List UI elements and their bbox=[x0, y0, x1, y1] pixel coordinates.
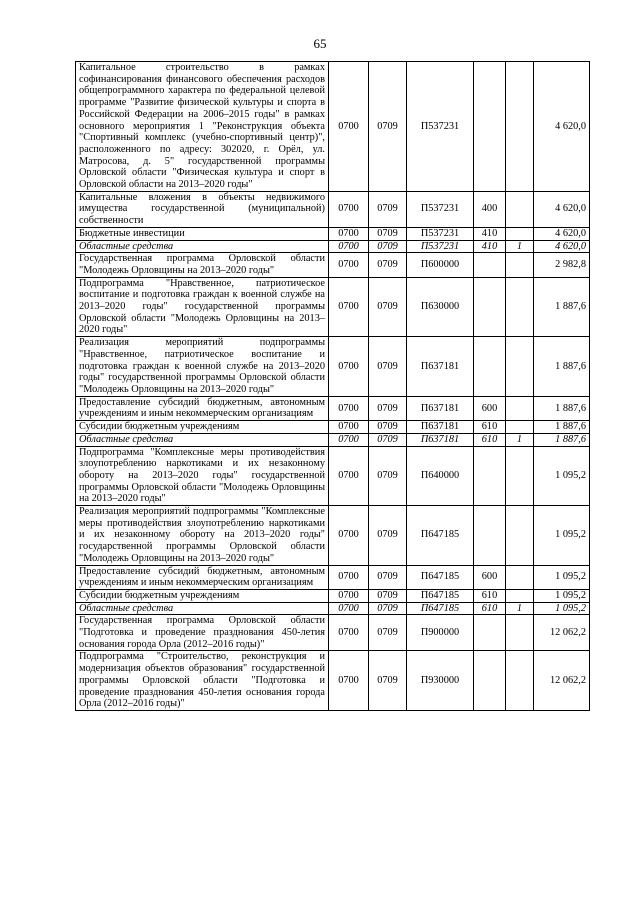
row-target-code: П647185 bbox=[407, 602, 474, 615]
row-section-code: 0700 bbox=[329, 506, 369, 566]
row-amount: 2 982,8 bbox=[534, 253, 590, 277]
row-funding-source: 1 bbox=[506, 602, 534, 615]
row-target-code: П537231 bbox=[407, 62, 474, 192]
row-subsection-code: 0709 bbox=[369, 589, 407, 602]
row-amount: 4 620,0 bbox=[534, 240, 590, 253]
row-name: Субсидии бюджетным учреждениям bbox=[76, 589, 329, 602]
row-funding-source bbox=[506, 253, 534, 277]
row-amount: 1 095,2 bbox=[534, 589, 590, 602]
table-row bbox=[76, 615, 590, 651]
row-subsection-code: 0709 bbox=[369, 602, 407, 615]
row-subsection-code: 0709 bbox=[369, 191, 407, 227]
row-amount: 1 887,6 bbox=[534, 337, 590, 397]
row-expense-type bbox=[474, 615, 506, 651]
row-expense-type bbox=[474, 253, 506, 277]
row-name: Подпрограмма "Строительство, реконструкция и модернизация объектов образования" государственной программы Орловской области "Подготовка и проведение празднования 450-летия основания города Орла (2012–2016 годы)" bbox=[76, 651, 329, 711]
row-target-code: П537231 bbox=[407, 240, 474, 253]
row-target-code: П537231 bbox=[407, 191, 474, 227]
row-target-code: П647185 bbox=[407, 506, 474, 566]
table-row bbox=[76, 337, 590, 397]
row-name: Областные средства bbox=[76, 602, 329, 615]
table-row bbox=[76, 446, 590, 506]
row-target-code: П930000 bbox=[407, 651, 474, 711]
row-subsection-code: 0709 bbox=[369, 421, 407, 434]
row-expense-type bbox=[474, 62, 506, 192]
row-name: Подпрограмма "Нравственное, патриотическое воспитание и подготовка граждан к военной службе на 2013–2020 годы" государственной программы Орловской области "Молодежь Орловщины на 2013–2020 годы" bbox=[76, 277, 329, 337]
row-expense-type: 610 bbox=[474, 421, 506, 434]
table-row bbox=[76, 240, 590, 253]
row-subsection-code: 0709 bbox=[369, 506, 407, 566]
row-funding-source bbox=[506, 506, 534, 566]
row-name: Подпрограмма "Комплексные меры противодействия злоупотреблению наркотиками и их незаконному обороту на 2013–2020 годы" государственной программы Орловской области "Молодежь Орловщины на 2013–2020 годы" bbox=[76, 446, 329, 506]
row-subsection-code: 0709 bbox=[369, 396, 407, 420]
row-target-code: П647185 bbox=[407, 589, 474, 602]
row-subsection-code: 0709 bbox=[369, 277, 407, 337]
table-row bbox=[76, 277, 590, 337]
row-amount: 4 620,0 bbox=[534, 191, 590, 227]
row-section-code: 0700 bbox=[329, 191, 369, 227]
table-row bbox=[76, 227, 590, 240]
row-expense-type: 610 bbox=[474, 602, 506, 615]
row-name: Субсидии бюджетным учреждениям bbox=[76, 421, 329, 434]
row-name: Областные средства bbox=[76, 240, 329, 253]
table-row bbox=[76, 62, 590, 192]
row-section-code: 0700 bbox=[329, 615, 369, 651]
row-target-code: П637181 bbox=[407, 433, 474, 446]
row-name: Государственная программа Орловской области "Молодежь Орловщины на 2013–2020 годы" bbox=[76, 253, 329, 277]
row-name: Капитальные вложения в объекты недвижимого имущества государственной (муниципальной) собственности bbox=[76, 191, 329, 227]
row-target-code: П640000 bbox=[407, 446, 474, 506]
row-funding-source bbox=[506, 337, 534, 397]
row-section-code: 0700 bbox=[329, 253, 369, 277]
row-target-code: П637181 bbox=[407, 337, 474, 397]
budget-rows bbox=[76, 62, 590, 711]
row-name: Областные средства bbox=[76, 433, 329, 446]
table-row bbox=[76, 433, 590, 446]
budget-table bbox=[75, 61, 590, 711]
row-section-code: 0700 bbox=[329, 446, 369, 506]
row-subsection-code: 0709 bbox=[369, 62, 407, 192]
row-amount: 1 095,2 bbox=[534, 506, 590, 566]
row-subsection-code: 0709 bbox=[369, 227, 407, 240]
row-name: Капитальное строительство в рамках софинансирования финансового обеспечения расходов общепрограммного характера по федеральной целевой программе "Развитие физической культуры и спорта в Российской Федерации на 2006–2015 годы" в рамках основного мероприятия 1 "Реконструкция объекта "Спортивный комплекс (учебно-спортивный центр)", расположенного по адресу: 302020, г. Орёл, ул. Матросова, д. 5" государственной программы Орловской области "Физическая культура и спорт в Орловской области на 2013–2020 годы" bbox=[76, 62, 329, 192]
row-expense-type: 610 bbox=[474, 589, 506, 602]
row-name: Бюджетные инвестиции bbox=[76, 227, 329, 240]
row-subsection-code: 0709 bbox=[369, 565, 407, 589]
row-funding-source bbox=[506, 651, 534, 711]
page-number: 65 bbox=[313, 36, 327, 51]
row-amount: 1 095,2 bbox=[534, 602, 590, 615]
row-expense-type bbox=[474, 506, 506, 566]
table-row bbox=[76, 396, 590, 420]
row-funding-source bbox=[506, 421, 534, 434]
row-amount: 12 062,2 bbox=[534, 615, 590, 651]
row-expense-type bbox=[474, 446, 506, 506]
row-target-code: П900000 bbox=[407, 615, 474, 651]
row-target-code: П637181 bbox=[407, 396, 474, 420]
table-row bbox=[76, 253, 590, 277]
row-section-code: 0700 bbox=[329, 62, 369, 192]
table-row bbox=[76, 651, 590, 711]
row-funding-source bbox=[506, 227, 534, 240]
row-funding-source bbox=[506, 589, 534, 602]
table-row bbox=[76, 506, 590, 566]
row-section-code: 0700 bbox=[329, 337, 369, 397]
row-funding-source bbox=[506, 396, 534, 420]
row-section-code: 0700 bbox=[329, 227, 369, 240]
row-section-code: 0700 bbox=[329, 396, 369, 420]
row-section-code: 0700 bbox=[329, 565, 369, 589]
row-expense-type: 410 bbox=[474, 227, 506, 240]
row-amount: 1 887,6 bbox=[534, 421, 590, 434]
row-section-code: 0700 bbox=[329, 651, 369, 711]
row-amount: 1 887,6 bbox=[534, 396, 590, 420]
row-expense-type bbox=[474, 337, 506, 397]
table-row bbox=[76, 602, 590, 615]
row-funding-source: 1 bbox=[506, 433, 534, 446]
row-section-code: 0700 bbox=[329, 433, 369, 446]
row-amount: 12 062,2 bbox=[534, 651, 590, 711]
row-subsection-code: 0709 bbox=[369, 446, 407, 506]
row-funding-source bbox=[506, 565, 534, 589]
row-section-code: 0700 bbox=[329, 240, 369, 253]
row-expense-type: 610 bbox=[474, 433, 506, 446]
row-name: Государственная программа Орловской области "Подготовка и проведение празднования 450-летия основания города Орла (2012–2016 годы)" bbox=[76, 615, 329, 651]
row-subsection-code: 0709 bbox=[369, 253, 407, 277]
row-target-code: П637181 bbox=[407, 421, 474, 434]
row-target-code: П647185 bbox=[407, 565, 474, 589]
row-section-code: 0700 bbox=[329, 421, 369, 434]
row-name: Реализация мероприятий подпрограммы "Комплексные меры противодействия злоупотреблению наркотиками и их незаконному обороту на 2013–2020 годы" государственной программы Орловской области "Молодежь Орловщины на 2013–2020 годы" bbox=[76, 506, 329, 566]
row-expense-type: 410 bbox=[474, 240, 506, 253]
row-funding-source bbox=[506, 62, 534, 192]
row-expense-type bbox=[474, 651, 506, 711]
row-expense-type bbox=[474, 277, 506, 337]
row-amount: 1 887,6 bbox=[534, 433, 590, 446]
row-subsection-code: 0709 bbox=[369, 433, 407, 446]
row-expense-type: 600 bbox=[474, 396, 506, 420]
table-row bbox=[76, 589, 590, 602]
row-expense-type: 400 bbox=[474, 191, 506, 227]
row-subsection-code: 0709 bbox=[369, 615, 407, 651]
row-subsection-code: 0709 bbox=[369, 651, 407, 711]
row-target-code: П600000 bbox=[407, 253, 474, 277]
row-funding-source bbox=[506, 615, 534, 651]
row-funding-source bbox=[506, 446, 534, 506]
row-subsection-code: 0709 bbox=[369, 240, 407, 253]
row-funding-source bbox=[506, 277, 534, 337]
table-row bbox=[76, 565, 590, 589]
row-name: Реализация мероприятий подпрограммы "Нравственное, патриотическое воспитание и подготовка граждан к военной службе на 2013–2020 годы" государственной программы Орловской области "Молодежь Орловщины на 2013–2020 годы" bbox=[76, 337, 329, 397]
row-section-code: 0700 bbox=[329, 589, 369, 602]
row-funding-source: 1 bbox=[506, 240, 534, 253]
table-row bbox=[76, 421, 590, 434]
row-name: Предоставление субсидий бюджетным, автономным учреждениям и иным некоммерческим организациям bbox=[76, 396, 329, 420]
row-target-code: П537231 bbox=[407, 227, 474, 240]
row-section-code: 0700 bbox=[329, 602, 369, 615]
table-row bbox=[76, 191, 590, 227]
row-expense-type: 600 bbox=[474, 565, 506, 589]
row-subsection-code: 0709 bbox=[369, 337, 407, 397]
row-section-code: 0700 bbox=[329, 277, 369, 337]
row-amount: 1 095,2 bbox=[534, 565, 590, 589]
row-amount: 4 620,0 bbox=[534, 62, 590, 192]
row-amount: 4 620,0 bbox=[534, 227, 590, 240]
row-funding-source bbox=[506, 191, 534, 227]
row-target-code: П630000 bbox=[407, 277, 474, 337]
row-name: Предоставление субсидий бюджетным, автономным учреждениям и иным некоммерческим организациям bbox=[76, 565, 329, 589]
row-amount: 1 095,2 bbox=[534, 446, 590, 506]
row-amount: 1 887,6 bbox=[534, 277, 590, 337]
